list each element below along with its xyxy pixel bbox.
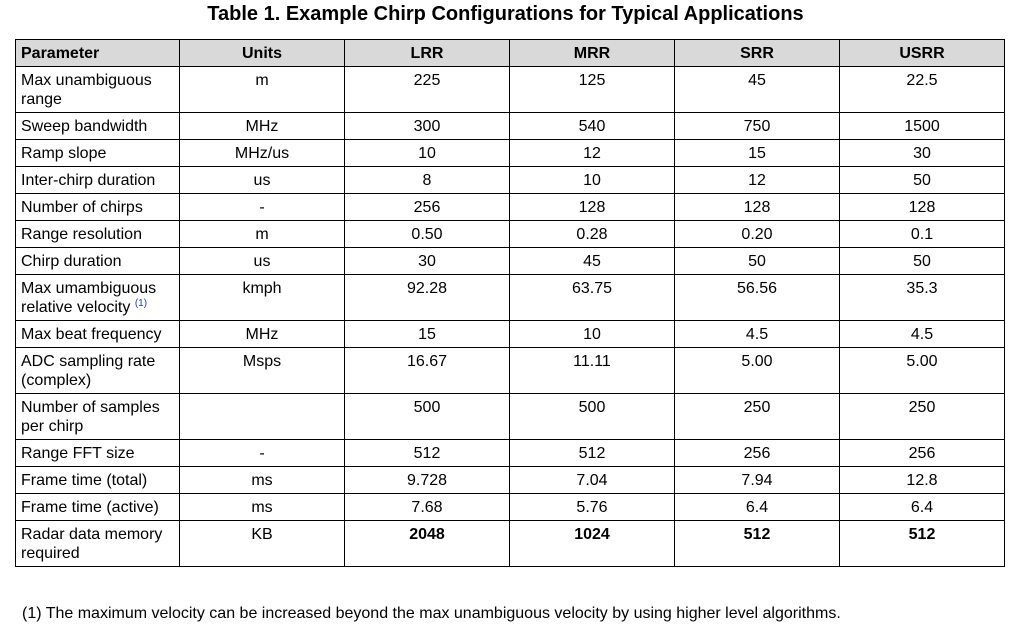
usrr-value-cell: 6.4 (840, 494, 1005, 521)
usrr-value-cell: 22.5 (840, 67, 1005, 113)
parameter-cell (16, 194, 180, 221)
units-cell: - (180, 440, 345, 467)
table-row (16, 248, 1005, 275)
units-cell: us (180, 167, 345, 194)
lrr-value-cell: 225 (345, 67, 510, 113)
table-row (16, 394, 1005, 440)
parameter-cell (16, 275, 180, 321)
srr-value-cell: 256 (675, 440, 840, 467)
parameter-label: Max unambiguous range (21, 72, 152, 108)
srr-value-cell: 4.5 (675, 321, 840, 348)
usrr-value-cell: 0.1 (840, 221, 1005, 248)
usrr-value-cell: 512 (840, 521, 1005, 567)
parameter-label: Frame time (active) (21, 499, 159, 516)
mrr-value-cell: 63.75 (510, 275, 675, 321)
parameter-label: Chirp duration (21, 253, 122, 270)
srr-value-cell: 5.00 (675, 348, 840, 394)
srr-value-cell: 128 (675, 194, 840, 221)
parameter-cell (16, 321, 180, 348)
parameter-cell (16, 494, 180, 521)
table-row (16, 275, 1005, 321)
usrr-value-cell: 50 (840, 248, 1005, 275)
parameter-label: Max umambiguous relative velocity (21, 280, 157, 316)
usrr-value-cell: 4.5 (840, 321, 1005, 348)
usrr-value-cell: 250 (840, 394, 1005, 440)
mrr-value-cell: 45 (510, 248, 675, 275)
parameter-label: Range FFT size (21, 445, 135, 462)
chirp-config-table (15, 39, 1005, 567)
lrr-value-cell: 10 (345, 140, 510, 167)
table-row (16, 140, 1005, 167)
mrr-value-cell: 125 (510, 67, 675, 113)
lrr-value-cell: 9.728 (345, 467, 510, 494)
lrr-value-cell: 500 (345, 394, 510, 440)
table-header-row (16, 40, 1005, 67)
lrr-value-cell: 15 (345, 321, 510, 348)
srr-value-cell: 15 (675, 140, 840, 167)
srr-value-cell: 56.56 (675, 275, 840, 321)
lrr-value-cell: 256 (345, 194, 510, 221)
units-cell: ms (180, 494, 345, 521)
usrr-value-cell: 5.00 (840, 348, 1005, 394)
table-row (16, 467, 1005, 494)
table-row (16, 221, 1005, 248)
units-cell: MHz (180, 113, 345, 140)
usrr-value-cell: 256 (840, 440, 1005, 467)
units-cell: us (180, 248, 345, 275)
table-row (16, 67, 1005, 113)
srr-value-cell: 512 (675, 521, 840, 567)
mrr-value-cell: 1024 (510, 521, 675, 567)
table-row (16, 167, 1005, 194)
parameter-cell (16, 67, 180, 113)
header-srr: SRR (675, 40, 840, 67)
units-cell: - (180, 194, 345, 221)
mrr-value-cell: 5.76 (510, 494, 675, 521)
lrr-value-cell: 16.67 (345, 348, 510, 394)
parameter-label: Frame time (total) (21, 472, 148, 489)
header-units: Units (180, 40, 345, 67)
lrr-value-cell: 8 (345, 167, 510, 194)
lrr-value-cell: 7.68 (345, 494, 510, 521)
usrr-value-cell: 128 (840, 194, 1005, 221)
mrr-value-cell: 11.11 (510, 348, 675, 394)
units-cell: Msps (180, 348, 345, 394)
table-row (16, 440, 1005, 467)
parameter-label: Inter-chirp duration (21, 172, 156, 189)
units-cell: kmph (180, 275, 345, 321)
units-cell: m (180, 67, 345, 113)
usrr-value-cell: 12.8 (840, 467, 1005, 494)
units-cell: ms (180, 467, 345, 494)
table-row (16, 321, 1005, 348)
parameter-cell (16, 167, 180, 194)
header-mrr: MRR (510, 40, 675, 67)
parameter-label: Number of chirps (21, 199, 143, 216)
table-row (16, 194, 1005, 221)
units-cell: KB (180, 521, 345, 567)
footnote-reference[interactable]: (1) (134, 298, 148, 309)
mrr-value-cell: 128 (510, 194, 675, 221)
srr-value-cell: 45 (675, 67, 840, 113)
units-cell: MHz (180, 321, 345, 348)
parameter-cell (16, 440, 180, 467)
srr-value-cell: 7.94 (675, 467, 840, 494)
parameter-cell (16, 248, 180, 275)
mrr-value-cell: 0.28 (510, 221, 675, 248)
lrr-value-cell: 2048 (345, 521, 510, 567)
parameter-label: Sweep bandwidth (21, 118, 148, 135)
table-row (16, 494, 1005, 521)
parameter-label: Radar data memory required (21, 526, 163, 562)
lrr-value-cell: 30 (345, 248, 510, 275)
parameter-cell (16, 140, 180, 167)
lrr-value-cell: 0.50 (345, 221, 510, 248)
header-usrr: USRR (840, 40, 1005, 67)
parameter-cell (16, 467, 180, 494)
srr-value-cell: 50 (675, 248, 840, 275)
lrr-value-cell: 512 (345, 440, 510, 467)
mrr-value-cell: 540 (510, 113, 675, 140)
parameter-cell (16, 221, 180, 248)
lrr-value-cell: 92.28 (345, 275, 510, 321)
lrr-value-cell: 300 (345, 113, 510, 140)
header-lrr: LRR (345, 40, 510, 67)
parameter-label: Range resolution (21, 226, 142, 243)
parameter-cell (16, 113, 180, 140)
units-cell: MHz/us (180, 140, 345, 167)
mrr-value-cell: 500 (510, 394, 675, 440)
parameter-cell (16, 348, 180, 394)
srr-value-cell: 750 (675, 113, 840, 140)
parameter-label: Max beat frequency (21, 326, 162, 343)
mrr-value-cell: 10 (510, 167, 675, 194)
units-cell (180, 394, 345, 440)
srr-value-cell: 250 (675, 394, 840, 440)
mrr-value-cell: 10 (510, 321, 675, 348)
parameter-label: Ramp slope (21, 145, 107, 162)
usrr-value-cell: 30 (840, 140, 1005, 167)
parameter-cell (16, 394, 180, 440)
header-parameter: Parameter (16, 40, 180, 67)
parameter-label: ADC sampling rate (complex) (21, 353, 156, 389)
footnote: (1) The maximum velocity can be increased beyond the max unambiguous velocity by using higher level algorithms. (22, 605, 841, 622)
table-row (16, 348, 1005, 394)
parameter-cell (16, 521, 180, 567)
mrr-value-cell: 7.04 (510, 467, 675, 494)
table-body (16, 67, 1005, 567)
srr-value-cell: 12 (675, 167, 840, 194)
parameter-label: Number of samples per chirp (21, 399, 160, 435)
table-row (16, 521, 1005, 567)
usrr-value-cell: 50 (840, 167, 1005, 194)
mrr-value-cell: 512 (510, 440, 675, 467)
usrr-value-cell: 35.3 (840, 275, 1005, 321)
srr-value-cell: 0.20 (675, 221, 840, 248)
table-row (16, 113, 1005, 140)
srr-value-cell: 6.4 (675, 494, 840, 521)
table-title: Table 1. Example Chirp Configurations for Typical Applications (207, 3, 804, 25)
mrr-value-cell: 12 (510, 140, 675, 167)
units-cell: m (180, 221, 345, 248)
usrr-value-cell: 1500 (840, 113, 1005, 140)
